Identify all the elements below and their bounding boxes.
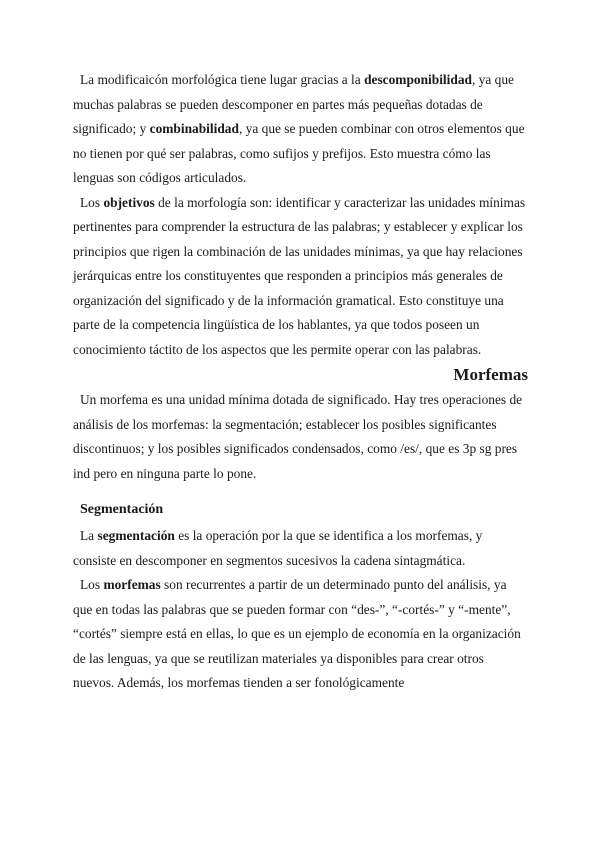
document-page bbox=[73, 68, 528, 696]
text-run: La bbox=[80, 528, 98, 543]
paragraph-morfema-definition: Un morfema es una unidad mínima dotada de significado. Hay tres operaciones de análisis de los morfemas: la segmentación; establecer los posibles significantes discontinuos; y los posibles significados condensados, como /es/, que es 3p sg pres ind pero en ninguna parte lo pone. bbox=[73, 392, 523, 481]
bold-term-objetivos: objetivos bbox=[103, 194, 155, 210]
paragraph-modification bbox=[73, 68, 528, 191]
heading-morfemas: Morfemas bbox=[453, 365, 528, 384]
text-run: , ya que se pueden combinar con otros elementos que no tienen por qué ser palabras, como sufijos y prefijos. Esto muestra cómo las lenguas son códigos articulados. bbox=[73, 121, 525, 185]
text-run: La modificaicón morfológica tiene lugar gracias a la bbox=[80, 72, 365, 87]
text-run: Los bbox=[80, 194, 104, 210]
paragraph-objectives bbox=[73, 191, 528, 363]
paragraph-segmentacion bbox=[73, 524, 528, 573]
paragraph-morfemas-recurrentes bbox=[73, 573, 528, 696]
heading-segmentacion: Segmentación bbox=[80, 502, 164, 517]
text-run: , ya que muchas palabras se pueden descomponer en partes más pequeñas dotadas de significado; y bbox=[73, 72, 514, 136]
text-run: son recurrentes a partir de un determinado punto del análisis, ya que en todas las palabras que se pueden formar con “des-”, “-cortés-” y “-mente”, “cortés” siempre está en ellas, lo que es un ejemplo de economía en la organización de las lenguas, ya que se reutilizan materiales ya disponibles para crear otros nuevos. Además, los morfemas tienden a ser fonológicamente bbox=[73, 577, 521, 690]
text-run: Los bbox=[80, 577, 104, 592]
text-run: es la operación por la que se identifica a los morfemas, y consiste en descomponer en segmentos sucesivos la cadena sintagmática. bbox=[73, 528, 483, 568]
bold-term-combinabilidad: combinabilidad bbox=[149, 121, 239, 136]
text-run: de la morfología son: identificar y caracterizar las unidades mínimas pertinentes para comprender la estructura de las palabras; y establecer y explicar los principios que rigen la combinación de las unidades mínimas, ya que hay relaciones jerárquicas entre los constituyentes que responden a principios más generales de organización del significado y de la información gramatical. Esto constituye una parte de la competencia lingüística de los hablantes, ya que todos poseen un conocimiento táctito de los aspectos que les permite operar con las palabras. bbox=[73, 194, 526, 357]
bold-term-descomponibilidad: descomponibilidad bbox=[364, 72, 472, 87]
bold-term-morfemas: morfemas bbox=[103, 577, 161, 592]
bold-term-segmentacion: segmentación bbox=[97, 528, 175, 543]
